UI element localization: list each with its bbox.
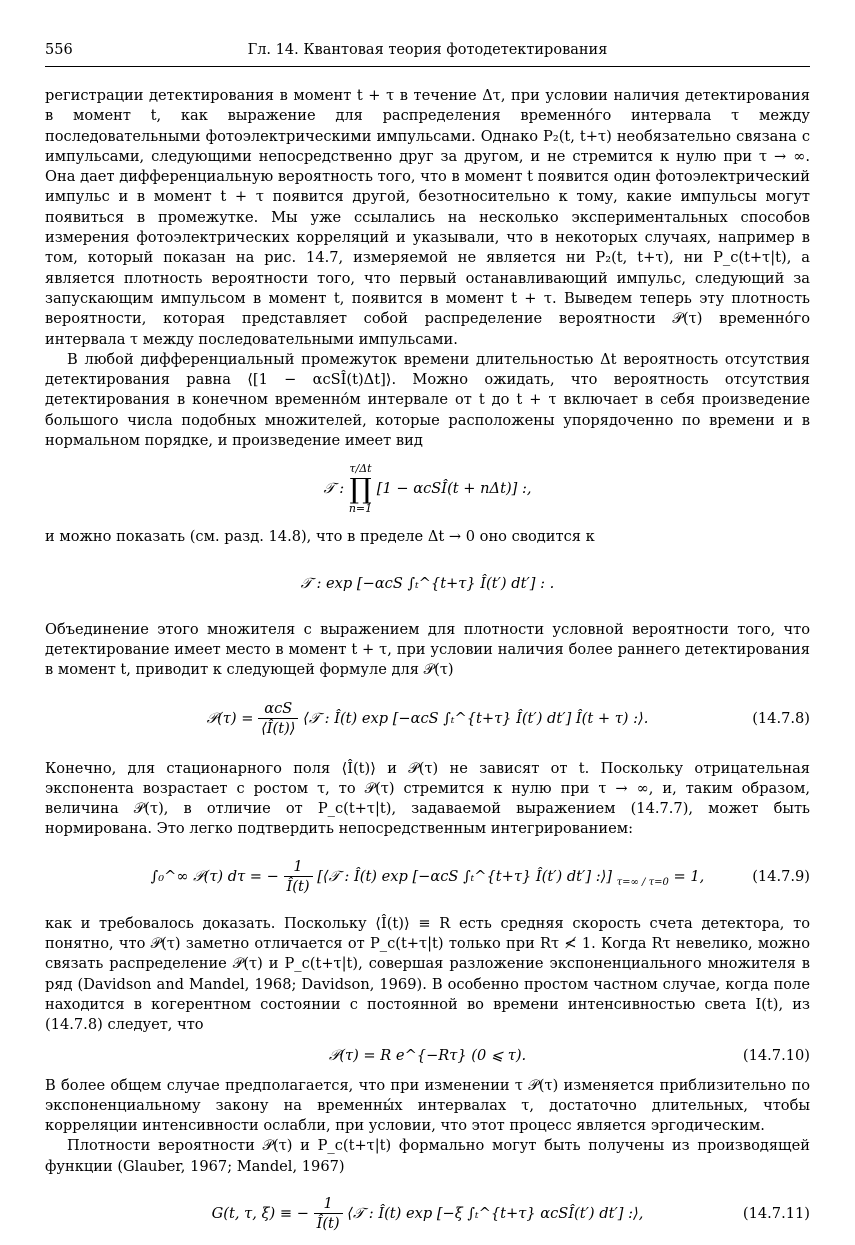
eq-14-7-9-lhs: ∫₀^∞ 𝒫(τ) dτ = − [150, 867, 279, 885]
product-lower-limit: n=1 [348, 502, 373, 516]
equation-14-7-9 [45, 840, 810, 914]
eq-14-7-8-fraction [258, 699, 298, 738]
page-number: 556 [45, 42, 73, 58]
eq-14-7-11-denominator: Î(t) [316, 1215, 340, 1233]
eq-exp-body: 𝒯 : exp [−αcS ∫ₜ^{t+τ} Î(t′) dt′] : . [300, 574, 555, 592]
paragraph-4: Объединение этого множителя с выражением для плотности условной вероятности того, что детектирование имеет место в момент t + τ, при условии наличия более раннего детектирования в момент t, приводит к следующей формуле для 𝒫(τ) [45, 620, 810, 679]
text-body [45, 86, 810, 1245]
eq-product-body: [1 − αcSÎ(t + nΔt)] :, [376, 480, 532, 498]
eq-14-7-9-rhs: [⟨𝒯 : Î(t) exp [−αcS ∫ₜ^{t+τ} Î(t′) dt′] :⟩] [317, 867, 612, 885]
eq-14-7-11-rhs: ⟨𝒯 : Î(t) exp [−ξ ∫ₜ^{t+τ} αcSÎ(t′) dt′] :⟩, [347, 1204, 644, 1222]
eq-14-7-11-tag: (14.7.11) [742, 1204, 810, 1222]
eq-14-7-8-tag: (14.7.8) [752, 709, 810, 727]
running-header [45, 42, 810, 62]
eq-14-7-9-tail: = 1, [673, 867, 705, 885]
eq-14-7-9-tag: (14.7.9) [752, 867, 810, 885]
equation-product [45, 451, 810, 527]
product-operator [349, 463, 372, 515]
product-symbol: ∏ [349, 472, 372, 506]
eq-14-7-8-lhs: 𝒫(τ) = [206, 709, 254, 727]
equation-14-7-10 [45, 1036, 810, 1076]
eq-14-7-9-numerator: 1 [284, 857, 313, 877]
eq-product-lhs: 𝒯 : [323, 480, 345, 498]
eq-14-7-9-limits: τ=∞ / τ=0 [616, 876, 669, 888]
product-upper-limit: τ/Δt [349, 462, 372, 476]
eq-14-7-11-numerator: 1 [314, 1194, 343, 1214]
eq-14-7-8-denominator: ⟨Î(t)⟩ [261, 720, 296, 738]
equation-exp [45, 548, 810, 620]
paragraph-8: Плотности вероятности 𝒫(τ) и P_c(t+τ|t) формально могут быть получены из производящей функции (Glauber, 1967; Mandel, 1967) [45, 1137, 810, 1175]
equation-14-7-11 [45, 1183, 810, 1245]
header-rule [45, 66, 810, 67]
eq-14-7-9-denominator: Î(t) [286, 878, 310, 896]
paragraph-2: В любой дифференциальный промежуток времени длительностью Δt вероятность отсутствия детектирования равна ⟨[1 − αcSÎ(t)Δt]⟩. Можно ожидать, что вероятность отсутствия детектирования в конечном временно́м интервале от t до t + τ включает в себя произведение большого числа подобных множителей, которые расположены упорядоченно по времени и в нормальном порядке, и произведение имеет вид [45, 350, 810, 450]
eq-14-7-11-lhs: G(t, τ, ξ) ≡ − [211, 1204, 309, 1222]
eq-14-7-10-body: 𝒫(τ) = R e^{−Rτ} (0 ⩽ τ). [328, 1046, 527, 1064]
eq-14-7-8-rhs: ⟨𝒯 : Î(t) exp [−αcS ∫ₜ^{t+τ} Î(t′) dt′] Î(t + τ) :⟩. [303, 709, 649, 727]
paragraph-3: и можно показать (см. разд. 14.8), что в пределе Δt → 0 оно сводится к [45, 528, 595, 546]
eq-14-7-10-tag: (14.7.10) [742, 1046, 810, 1064]
eq-14-7-8-numerator: αcS [258, 699, 298, 719]
paragraph-1: регистрации детектирования в момент t + τ в течение Δτ, при условии наличия детектирования в момент t, как выражение для распределения временно́го интервала τ между последовательными фотоэлектрическими импульсами. Однако P₂(t, t+τ) необязательно связана с импульсами, следующими непосредственно друг за другом, и не стремится к нулю при τ → ∞. Она дает дифференциальную вероятность того, что в момент t появится один фотоэлектрический импульс и в момент t + τ появится другой, безотносительно к тому, какие импульсы могут появиться в промежутке. Мы уже ссылались на несколько экспериментальных способов измерения фотоэлектрических корреляций и указывали, что в некоторых случаях, например в том, который показан на рис. 14.7, измеряемой не является ни P₂(t, t+τ), ни P_c(t+τ|t), а является плотность вероятности того, что первый останавливающий импульс, следующий за запускающим импульсом в момент t, появится в момент t + τ. Выведем теперь эту плотность вероятности, которая представляет собой распределение вероятности 𝒫(τ) временно́го интервала τ между последовательными импульсами. [45, 87, 810, 348]
paragraph-5: Конечно, для стационарного поля ⟨Î(t)⟩ и 𝒫(τ) не зависят от t. Поскольку отрицательная экспонента возрастает с ростом τ, то 𝒫(τ) стремится к нулю при τ → ∞, и, таким образом, величина 𝒫(τ), в отличие от P_c(t+τ|t), задаваемой выражением (14.7.7), может быть нормирована. Это легко подтвердить непосредственным интегрированием: [45, 759, 810, 838]
paragraph-6: как и требовалось доказать. Поскольку ⟨Î(t)⟩ ≡ R есть средняя скорость счета детектора, то понятно, что 𝒫(τ) заметно отличается от P_c(t+τ|t) только при Rτ ≮ 1. Когда Rτ невелико, можно связать распределение 𝒫(τ) и P_c(t+τ|t), совершая разложение экспоненциального множителя в ряд (Davidson and Mandel, 1968; Davidson, 1969). В особенно простом частном случае, когда поле находится в когерентном состоянии с постоянной во времени интенсивностью света I(t), из (14.7.8) следует, что [45, 914, 811, 1034]
chapter-title: Гл. 14. Квантовая теория фотодетектирования [247, 42, 608, 58]
equation-14-7-8 [45, 687, 810, 751]
paragraph-7: В более общем случае предполагается, что при изменении τ 𝒫(τ) изменяется приблизительно по экспоненциальному закону на временны́х интервалах τ, достаточно длительных, чтобы корреляции интенсивности ослабли, при условии, что этот процесс является эргодическим. [45, 1076, 810, 1135]
eq-14-7-11-fraction [314, 1194, 343, 1233]
eq-14-7-9-fraction [284, 857, 313, 896]
